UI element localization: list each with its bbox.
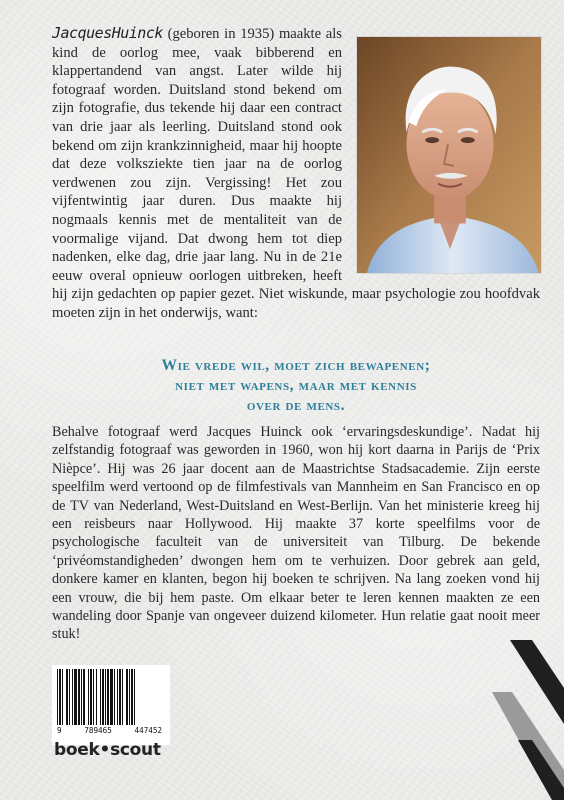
isbn-digits — [57, 725, 165, 735]
publisher-logo-part-1: boek — [54, 740, 100, 760]
motto-line-3: over de mens. — [246, 397, 346, 414]
ribbon-logo-icon — [492, 640, 564, 800]
author-name: JacquesHuinck — [52, 24, 163, 42]
photo-spacer — [342, 24, 540, 280]
isbn-group-1: 789465 — [84, 726, 112, 735]
motto — [52, 356, 540, 416]
intro-paragraph — [52, 24, 540, 323]
intro-body: (geboren in 1935) maakte als kind de oorlog mee, vaak bibberend en klappertandend van angst. Later wilde hij fotograaf worden. Duitsland stond bekend om zijn fotografie, dus tekende hij daar een contract van drie jaar als leerling. Duitsland stond ook bekend om zijn krankzinnigheid, maar hij hoopte dat deze volksziekte tien jaar na de oorlog verdwenen zou zijn. Vergissing! Het zou vijfentwintig jaar duren. Dus maakte hij nogmaals kennis met de mentaliteit van de voormalige vijand. Dat dwong hem tot diep nadenken, elke dag, drie jaar lang. Nu in de 21e eeuw overal opnieuw oorlogen uitbreken, heeft hij zijn gedachten op papier gezet. Niet wiskunde, maar psychologie zou hoofdvak moeten zijn in het onderwijs, want: — [52, 26, 540, 321]
barcode-bars — [57, 669, 165, 725]
motto-line-2: niet met wapens, maar met kennis — [175, 377, 417, 394]
motto-line-1: Wie vrede wil, moet zich bewapenen; — [161, 357, 431, 374]
publisher-logo — [54, 740, 161, 760]
isbn-barcode — [52, 665, 170, 745]
bio-paragraph: Behalve fotograaf werd Jacques Huinck ook ‘ervaringsdeskundige’. Nadat hij zelfstandig fotograaf was geworden in 1960, won hij kort daarna in Parijs de ‘Prix Nièpce’. Hij was 26 jaar docent aan de Maastrichtse Stadsacademie. Zijn eerste speelfilm werd vertoond op de filmfestivals van Mannheim en San Francisco en op de TV van Nederland, West-Duitsland en West-Berlijn. Van het ministerie kreeg hij een reisbeurs naar Hollywood. Hij maakte 37 korte speelfilms voor de psychologische faculteit van de universiteit van Tilburg. De bekende ‘privéomstandigheden’ dwongen hem om te verhuizen. Door gebrek aan geld, donkere kamer en klanten, begon hij boeken te schrijven. Na lang zoeken vond hij een vrouw, die bij hem paste. Om elkaar beter te leren kennen maakten ze een wandeling door Spanje van ongeveer duizend kilometer. Hun relatie gaat nooit meer stuk! — [52, 424, 540, 643]
isbn-group-2: 447452 — [134, 726, 162, 735]
publisher-logo-part-2: scout — [110, 740, 161, 760]
publisher-logo-separator: • — [99, 740, 111, 760]
isbn-first-digit: 9 — [57, 726, 62, 735]
